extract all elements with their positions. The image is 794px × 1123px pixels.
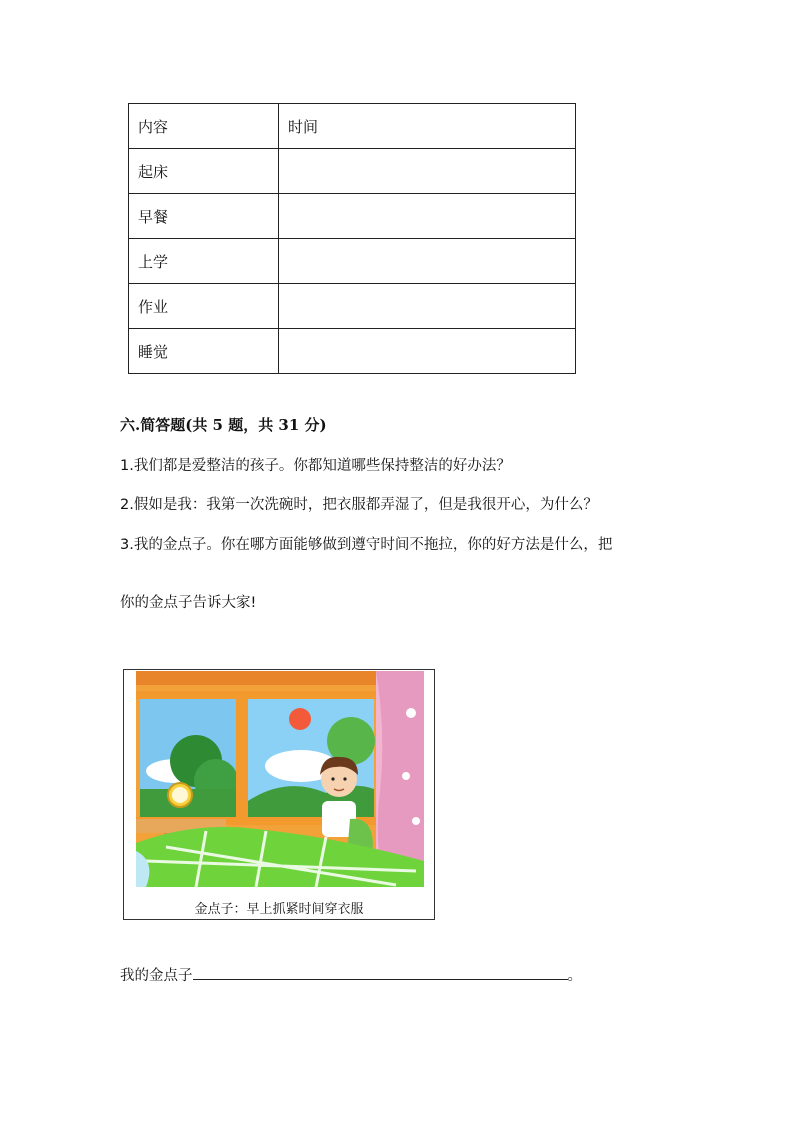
table-cell-activity: 早餐 bbox=[129, 194, 279, 239]
schedule-table bbox=[128, 103, 576, 374]
table-cell-time[interactable] bbox=[279, 149, 576, 194]
question-3-line-1: 3.我的金点子。你在哪方面能够做到遵守时间不拖拉，你的好方法是什么，把 bbox=[120, 537, 613, 553]
table-row bbox=[129, 149, 576, 194]
illustration-frame bbox=[123, 669, 435, 920]
table-header-cell: 时间 bbox=[279, 104, 576, 149]
answer-label: 我的金点子 bbox=[120, 968, 193, 984]
table-row bbox=[129, 194, 576, 239]
table-cell-time[interactable] bbox=[279, 329, 576, 374]
answer-end-mark: 。 bbox=[567, 968, 582, 984]
table-row bbox=[129, 239, 576, 284]
table-header-cell: 内容 bbox=[129, 104, 279, 149]
question-3-line-2: 你的金点子告诉大家! bbox=[120, 595, 257, 611]
answer-blank-line[interactable] bbox=[193, 963, 568, 980]
table-row bbox=[129, 329, 576, 374]
section-title: 六.简答题(共 5 题，共 31 分) bbox=[120, 416, 327, 434]
table-row bbox=[129, 284, 576, 329]
answer-row bbox=[120, 963, 582, 986]
table-cell-activity: 作业 bbox=[129, 284, 279, 329]
boy-dressing-illustration bbox=[136, 671, 424, 887]
table-header-row bbox=[129, 104, 576, 149]
table-cell-time[interactable] bbox=[279, 239, 576, 284]
table-cell-activity: 睡觉 bbox=[129, 329, 279, 374]
question-2: 2.假如是我：我第一次洗碗时，把衣服都弄湿了，但是我很开心，为什么？ bbox=[120, 497, 598, 513]
table-cell-activity: 起床 bbox=[129, 149, 279, 194]
table-cell-time[interactable] bbox=[279, 194, 576, 239]
table-cell-activity: 上学 bbox=[129, 239, 279, 284]
table-cell-time[interactable] bbox=[279, 284, 576, 329]
question-1: 1.我们都是爱整洁的孩子。你都知道哪些保持整洁的好办法？ bbox=[120, 458, 511, 474]
illustration-caption: 金点子：早上抓紧时间穿衣服 bbox=[194, 902, 364, 917]
